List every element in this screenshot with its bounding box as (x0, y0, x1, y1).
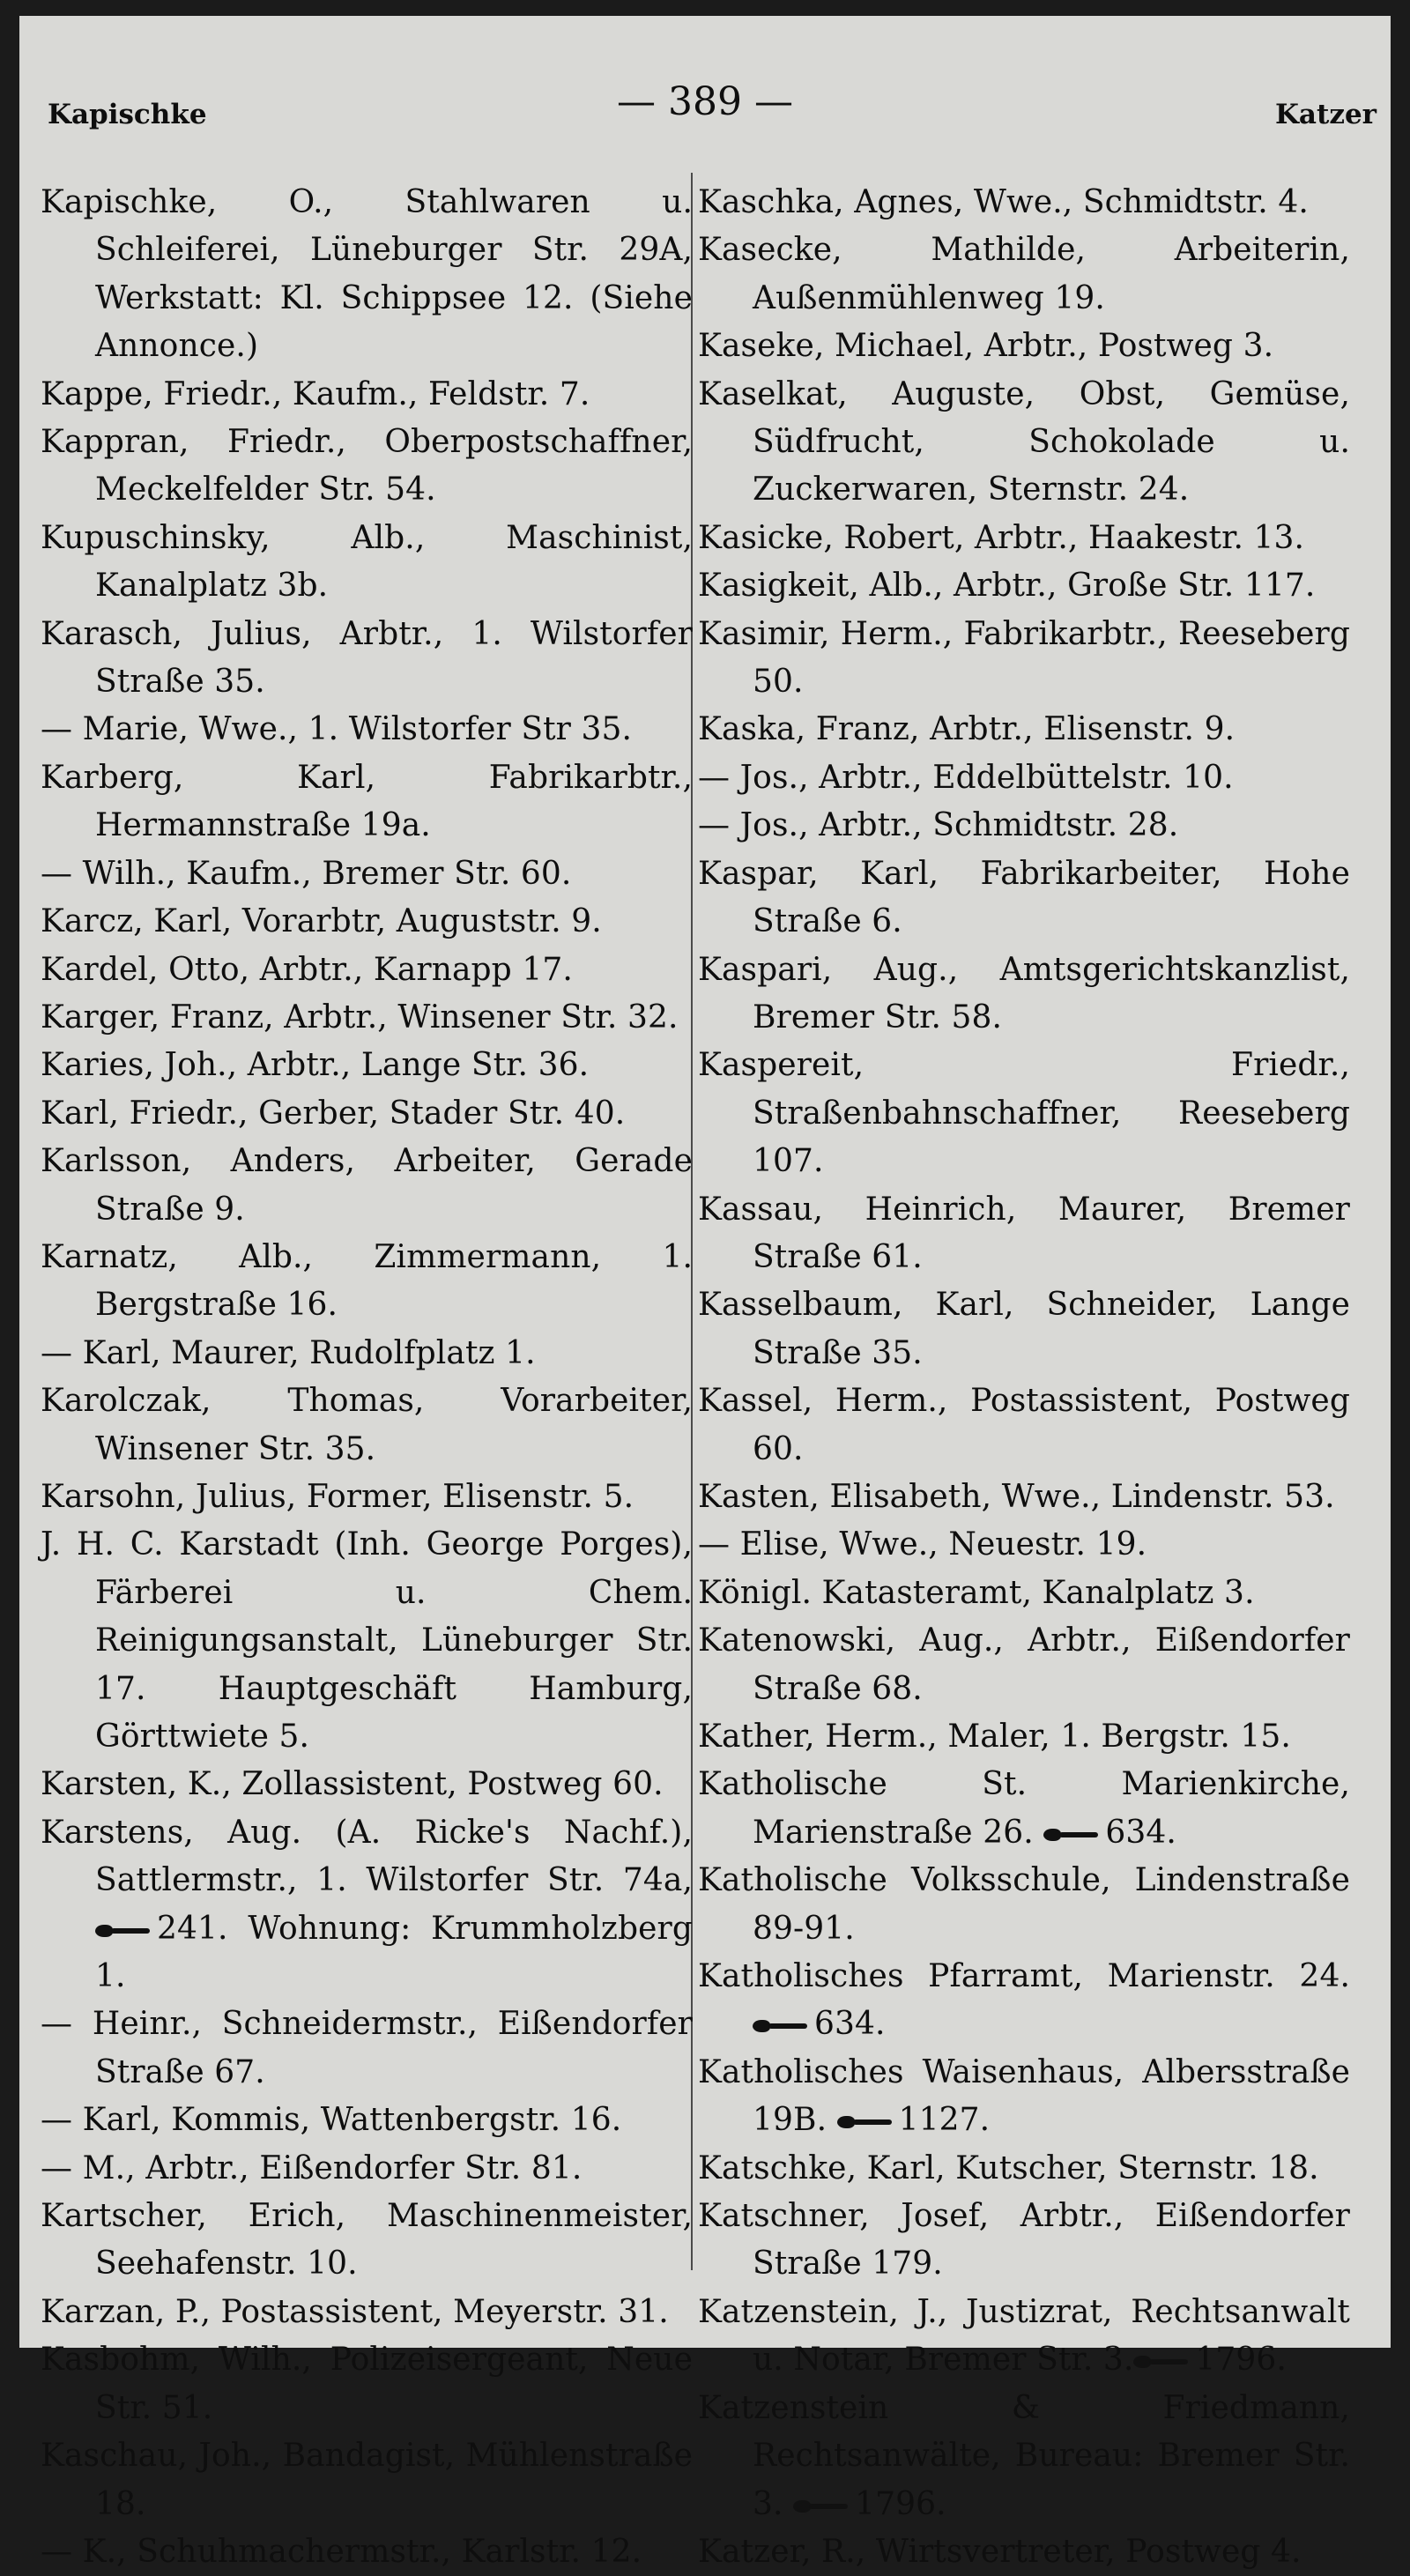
directory-entry: Kapischke, O., Stahlwaren u. Schleiferei, Lüneburger Str. 29A, Werkstatt: Kl. Schippsee 12. (Siehe Annonce.) (41, 184, 693, 365)
left-column (41, 179, 693, 2576)
directory-entry: Karstens, Aug. (A. Ricke's Nachf.), Sattlermstr., 1. Wilstorfer Str. 74a, 241. Wohnung: Krummholzberg 1. (41, 1814, 693, 1995)
directory-entry: Kasbohm, Wilh., Polizeisergeant, Neue Str. 51. (41, 2342, 693, 2426)
telephone-icon (753, 2018, 807, 2034)
directory-entry: Katholische St. Marienkirche, Marienstraße 26. 634. (698, 1766, 1350, 1851)
directory-entry: Kaselkat, Auguste, Obst, Gemüse, Südfrucht, Schokolade u. Zuckerwaren, Sternstr. 24. (698, 375, 1350, 509)
directory-entry: Karies, Joh., Arbtr., Lange Str. 36. (41, 1047, 590, 1084)
directory-entry: Katschke, Karl, Kutscher, Sternstr. 18. (698, 2149, 1319, 2186)
directory-entry: Kasselbaum, Karl, Schneider, Lange Straße 35. (698, 1287, 1350, 1371)
directory-entry: Katholische Volksschule, Lindenstraße 89-91. (698, 1862, 1350, 1947)
directory-entry: — Wilh., Kaufm., Bremer Str. 60. (41, 855, 572, 892)
directory-entry: Karcz, Karl, Vorarbtr, Auguststr. 9. (41, 903, 602, 940)
directory-entry: Kupuschinsky, Alb., Maschinist, Kanalplatz 3b. (41, 519, 693, 605)
directory-entry: — Karl, Kommis, Wattenbergstr. 16. (41, 2102, 622, 2139)
directory-entry: — Karl, Maurer, Rudolfplatz 1. (41, 1334, 536, 1371)
directory-entry: Kasicke, Robert, Arbtr., Haakestr. 13. (698, 519, 1305, 556)
directory-entry: Kaspereit, Friedr., Straßenbahnschaffner, Reeseberg 107. (698, 1047, 1350, 1180)
directory-entry: Kasten, Elisabeth, Wwe., Lindenstr. 53. (698, 1478, 1335, 1515)
directory-entry: Karger, Franz, Arbtr., Winsener Str. 32. (41, 998, 679, 1036)
directory-entry: Kaska, Franz, Arbtr., Elisenstr. 9. (698, 711, 1236, 748)
directory-entry: Kaspari, Aug., Amtsgerichtskanzlist, Bremer Str. 58. (698, 951, 1350, 1036)
directory-entry: — Jos., Arbtr., Eddelbüttelstr. 10. (698, 759, 1234, 796)
header-first-name: Kapischke (48, 99, 207, 130)
directory-entry: Katenowski, Aug., Arbtr., Eißendorfer Straße 68. (698, 1622, 1350, 1707)
directory-entry: Karnatz, Alb., Zimmermann, 1. Bergstraße 16. (41, 1238, 693, 1324)
directory-entry: — Marie, Wwe., 1. Wilstorfer Str 35. (41, 711, 633, 748)
directory-entry: Karberg, Karl, Fabrikarbtr., Hermannstraße 19a. (41, 759, 693, 844)
directory-entry: Kasimir, Herm., Fabrikarbtr., Reeseberg 50. (698, 615, 1350, 701)
directory-entry: Kasigkeit, Alb., Arbtr., Große Str. 117. (698, 568, 1316, 605)
directory-entry: Katholisches Pfarramt, Marienstr. 24. 634. (698, 1958, 1350, 2043)
directory-entry: Kassel, Herm., Postassistent, Postweg 60. (698, 1383, 1350, 1467)
page-header (19, 79, 1391, 132)
directory-entry: Kassau, Heinrich, Maurer, Bremer Straße 61. (698, 1191, 1350, 1275)
header-last-name: Katzer (1274, 99, 1377, 130)
directory-entry: Katzenstein & Friedmann, Rechtsanwälte, Bureau: Bremer Str. 3. 1796. (698, 2389, 1350, 2522)
right-column (698, 179, 1350, 2576)
directory-entry: Kaschka, Agnes, Wwe., Schmidtstr. 4. (698, 184, 1309, 220)
directory-entry: Karsten, K., Zollassistent, Postweg 60. (41, 1766, 664, 1803)
directory-entry: Kather, Herm., Maler, 1. Bergstr. 15. (698, 1719, 1291, 1755)
directory-entry: — M., Arbtr., Eißendorfer Str. 81. (41, 2149, 583, 2186)
directory-entry: — Elise, Wwe., Neuestr. 19. (698, 1526, 1147, 1563)
directory-entry: Katholisches Waisenhaus, Albersstraße 19B. 1127. (698, 2053, 1350, 2139)
directory-entry: Kaspar, Karl, Fabrikarbeiter, Hohe Straße 6. (698, 855, 1350, 940)
directory-entry: Katzenstein, J., Justizrat, Rechtsanwalt u. Notar, Bremer Str. 3. 1796. (698, 2293, 1350, 2379)
directory-entry: — Heinr., Schneidermstr., Eißendorfer Straße 67. (41, 2006, 693, 2090)
telephone-icon (95, 1923, 150, 1939)
directory-page (19, 16, 1391, 2570)
directory-entry: Karsohn, Julius, Former, Elisenstr. 5. (41, 1478, 634, 1515)
directory-entry: Karolczak, Thomas, Vorarbeiter, Winsener Str. 35. (41, 1383, 693, 1467)
directory-entry: Kardel, Otto, Arbtr., Karnapp 17. (41, 951, 573, 988)
directory-entry: Karl, Friedr., Gerber, Stader Str. 40. (41, 1095, 626, 1132)
directory-entry: Kappran, Friedr., Oberpostschaffner, Meckelfelder Str. 54. (41, 424, 693, 509)
telephone-icon (837, 2114, 892, 2130)
telephone-icon (1043, 1827, 1098, 1843)
directory-entry: Kartscher, Erich, Maschinenmeister, Seehafenstr. 10. (41, 2198, 693, 2283)
directory-entry: Karzan, P., Postassistent, Meyerstr. 31. (41, 2293, 669, 2330)
directory-entry: Kaschau, Joh., Bandagist, Mühlenstraße 18. (41, 2438, 693, 2522)
directory-entry: Katzer, R., Wirtsvertreter, Postweg 4. (698, 2533, 1302, 2570)
directory-entry: Königl. Katasteramt, Kanalplatz 3. (698, 1574, 1255, 1611)
directory-entry: Karasch, Julius, Arbtr., 1. Wilstorfer Straße 35. (41, 615, 693, 701)
directory-entry: Kappe, Friedr., Kaufm., Feldstr. 7. (41, 375, 590, 412)
directory-entry: Kasecke, Mathilde, Arbeiterin, Außenmühlenweg 19. (698, 232, 1350, 316)
directory-entry: — K., Schuhmachermstr., Karlstr. 12. (41, 2533, 642, 2570)
directory-entry: Kaseke, Michael, Arbtr., Postweg 3. (698, 328, 1274, 365)
telephone-icon (793, 2498, 848, 2514)
directory-entry: — Jos., Arbtr., Schmidtstr. 28. (698, 807, 1179, 844)
page-number: — 389 — (617, 79, 793, 124)
directory-entry: Katschner, Josef, Arbtr., Eißendorfer Straße 179. (698, 2198, 1350, 2283)
directory-entry: Karlsson, Anders, Arbeiter, Gerade Straße 9. (41, 1143, 693, 1228)
directory-entry: J. H. C. Karstadt (Inh. George Porges), Färberei u. Chem. Reinigungsanstalt, Lüneburger Str. 17. Hauptgeschäft Hamburg, Görttwiete 5. (41, 1526, 693, 1755)
telephone-icon (1133, 2354, 1188, 2370)
